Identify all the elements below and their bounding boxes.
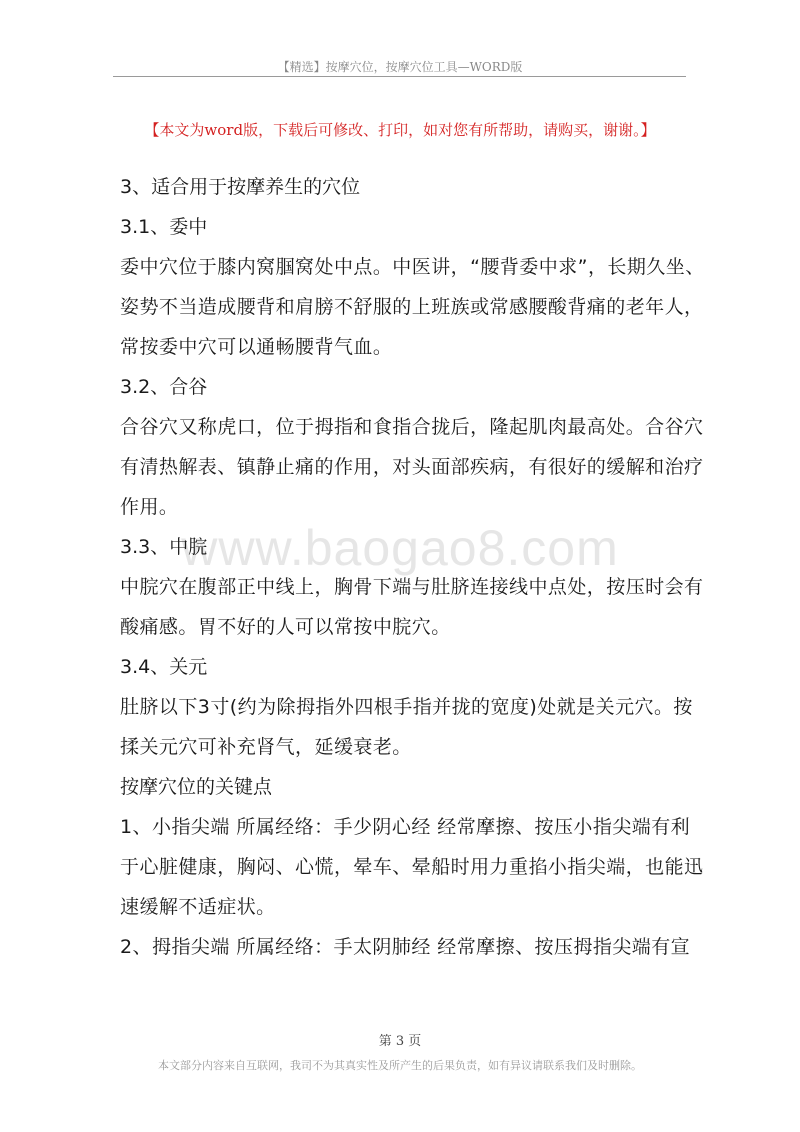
paragraph-line: 姿势不当造成腰背和肩膀不舒服的上班族或常感腰酸背痛的老年人， <box>120 296 704 318</box>
paragraph-line: 于心脏健康，胸闷、心慌，晕车、晕船时用力重掐小指尖端，也能迅 <box>120 856 704 878</box>
paragraph-line: 肚脐以下3寸(约为除拇指外四根手指并拢的宽度)处就是关元穴。按 <box>120 696 693 718</box>
paragraph-line: 合谷穴又称虎口，位于拇指和食指合拢后，隆起肌肉最高处。合谷穴 <box>120 416 704 438</box>
paragraph-line: 酸痛感。胃不好的人可以常按中脘穴。 <box>120 616 451 638</box>
paragraph-line: 揉关元穴可补充肾气，延缓衰老。 <box>120 736 412 758</box>
paragraph-line: 速缓解不适症状。 <box>120 896 276 918</box>
site-watermark: www.baogao8.com <box>181 520 619 576</box>
page-number: 第 3 页 <box>378 1034 422 1049</box>
subsection-heading: 3.1、委中 <box>120 216 208 238</box>
paragraph-line: 中脘穴在腹部正中线上，胸骨下端与肚脐连接线中点处，按压时会有 <box>120 576 704 598</box>
paragraph-line: 有清热解表、镇静止痛的作用，对头面部疾病，有很好的缓解和治疗 <box>120 456 704 478</box>
document-body <box>120 167 705 967</box>
download-notice: 【本文为word版，下载后可修改、打印，如对您有所帮助，请购买，谢谢。】 <box>144 121 656 139</box>
paragraph-line: 委中穴位于膝内窝腘窝处中点。中医讲，“腰背委中求”，长期久坐、 <box>120 256 705 278</box>
paragraph-line: 2、拇指尖端 所属经络：手太阴肺经 经常摩擦、按压拇指尖端有宣 <box>120 936 691 958</box>
paragraph-line: 1、小指尖端 所属经络：手少阴心经 经常摩擦、按压小指尖端有利 <box>120 816 691 838</box>
section-heading: 3、适合用于按摩养生的穴位 <box>120 176 361 198</box>
paragraph-line: 作用。 <box>120 496 179 518</box>
footer-disclaimer: 本文部分内容来自互联网，我司不为其真实性及所产生的后果负责，如有异议请联系我们及时删除。 <box>158 1059 642 1072</box>
subsection-heading: 3.2、合谷 <box>120 376 208 398</box>
document-header-title: 【精选】按摩穴位，按摩穴位工具—WORD版 <box>277 60 523 74</box>
section-heading: 按摩穴位的关键点 <box>120 776 273 798</box>
subsection-heading: 3.3、中脘 <box>120 536 208 558</box>
subsection-heading: 3.4、关元 <box>120 656 208 678</box>
paragraph-line: 常按委中穴可以通畅腰背气血。 <box>120 336 393 358</box>
header-divider <box>113 76 686 77</box>
